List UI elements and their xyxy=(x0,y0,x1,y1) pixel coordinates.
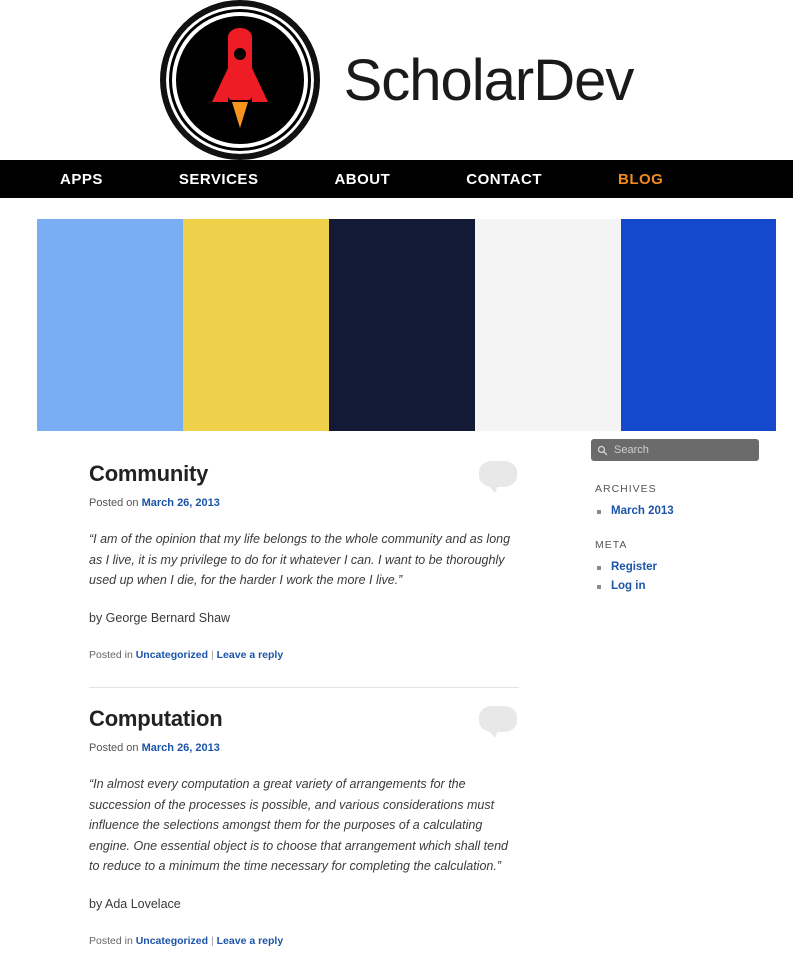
banner-stripe-1 xyxy=(37,219,183,431)
post-footer xyxy=(89,935,517,947)
posted-in-label: Posted in xyxy=(89,648,133,661)
posted-on-label: Posted on xyxy=(89,741,139,754)
meta-link-register[interactable]: Register xyxy=(611,561,658,573)
rocket-fin-right xyxy=(252,68,268,102)
rocket-body xyxy=(228,34,252,100)
posted-in-label: Posted in xyxy=(89,935,133,947)
list-item xyxy=(595,505,776,517)
widget-archives xyxy=(591,483,776,517)
brand[interactable] xyxy=(160,0,634,160)
leave-reply-link[interactable]: Leave a reply xyxy=(216,935,284,947)
post-footer xyxy=(89,649,517,661)
banner-image xyxy=(37,219,776,431)
post-item xyxy=(37,706,517,965)
list-item xyxy=(595,580,776,592)
post-title[interactable]: Computation xyxy=(89,705,223,731)
nav-item-services[interactable]: SERVICES xyxy=(178,170,259,188)
nav-item-contact[interactable]: CONTACT xyxy=(466,170,542,188)
banner-stripe-5 xyxy=(621,219,776,431)
footer-separator: | xyxy=(210,935,214,947)
post-list xyxy=(37,431,517,965)
comment-bubble-icon[interactable] xyxy=(479,461,517,487)
post-author: by George Bernard Shaw xyxy=(89,610,231,625)
meta-link-login[interactable]: Log in xyxy=(611,580,646,592)
rocket-graphic xyxy=(210,28,270,132)
list-item xyxy=(595,561,776,573)
post-meta xyxy=(89,497,517,509)
search-input[interactable] xyxy=(614,444,753,456)
archive-link-march-2013[interactable]: March 2013 xyxy=(611,505,674,517)
nav-item-about[interactable]: ABOUT xyxy=(334,170,391,188)
rocket-fin-left xyxy=(212,68,228,102)
leave-reply-link[interactable]: Leave a reply xyxy=(216,648,284,661)
post-date-link[interactable]: March 26, 2013 xyxy=(141,497,220,509)
main-nav xyxy=(0,160,793,198)
widget-title-meta: META xyxy=(595,539,628,551)
widget-title-archives: ARCHIVES xyxy=(595,483,657,495)
post-category-link[interactable]: Uncategorized xyxy=(135,648,209,661)
site-header xyxy=(0,0,793,160)
posted-on-label: Posted on xyxy=(89,497,139,509)
post-title[interactable]: Community xyxy=(89,461,209,486)
comment-bubble-icon[interactable] xyxy=(479,706,517,732)
rocket-icon xyxy=(160,0,320,160)
banner-stripe-2 xyxy=(183,219,329,431)
sidebar xyxy=(591,431,776,965)
post-quote: “In almost every computation a great variety of arrangements for the succession of the processes is possible, and various considerations must influence the selections amongst them for the purposes of a calculating engine. One essential object is to choose that arrangement which shall tend to reduce to a minimum the time necessary for completing the calculation.” xyxy=(89,776,509,874)
post-date-link[interactable]: March 26, 2013 xyxy=(141,741,220,754)
search-box[interactable] xyxy=(591,439,759,461)
nav-item-blog[interactable]: BLOG xyxy=(618,170,664,188)
meta-list xyxy=(591,561,776,592)
post-item xyxy=(37,461,517,679)
banner-stripe-3 xyxy=(329,219,475,431)
search-icon xyxy=(597,445,608,456)
post-divider xyxy=(89,687,519,688)
rocket-window xyxy=(234,48,246,60)
banner-stripe-4 xyxy=(475,219,621,431)
footer-separator: | xyxy=(210,648,214,661)
post-meta xyxy=(89,742,517,754)
archives-list xyxy=(591,505,776,517)
rocket-flame xyxy=(232,102,248,128)
post-quote: “I am of the opinion that my life belongs to the whole community and as long as I live, it is my privilege to do for it whatever I can. I want to be thoroughly used up when I die, for the harder I work the more I live.” xyxy=(89,532,511,588)
content-wrap xyxy=(0,431,793,965)
post-category-link[interactable]: Uncategorized xyxy=(135,935,209,947)
post-author: by Ada Lovelace xyxy=(89,897,181,911)
site-title: ScholarDev xyxy=(343,47,634,113)
widget-meta xyxy=(591,539,776,592)
nav-item-apps[interactable]: APPS xyxy=(60,170,103,188)
